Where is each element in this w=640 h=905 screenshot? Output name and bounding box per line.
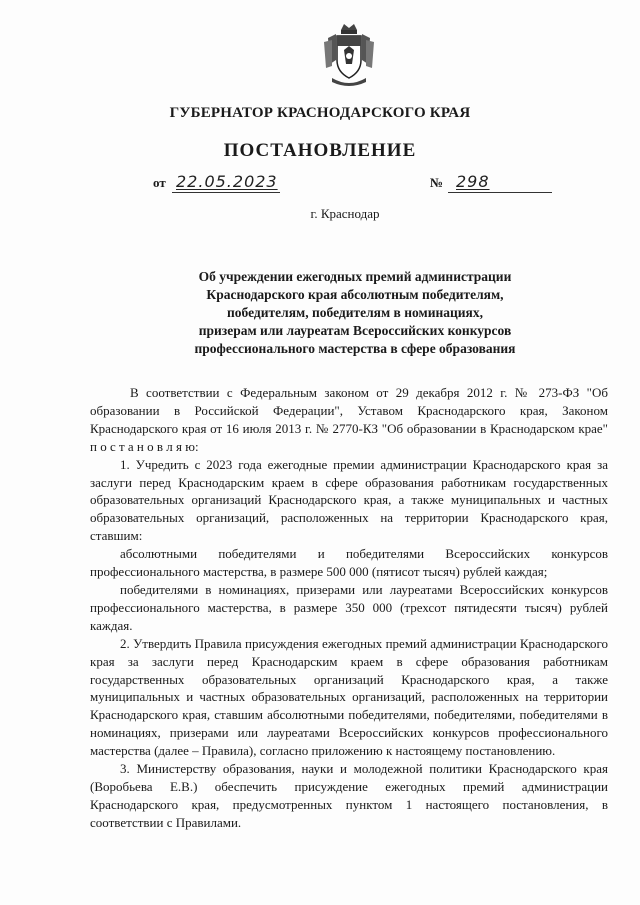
item-2: 2. Утвердить Правила присуждения ежегодных премий администрации Краснодарского края за заслуги перед Краснодарским краем в сфере образования работникам государственных образовательных организаций Краснодарского края, а также муниципальных и частных образовательных организаций, расположенных на территории Краснодарского края, ставшим абсолютными победителями, победителями, победителями в номинациях, призерами или лауреатами Всероссийских конкурсов профессионального мастерства (далее – Правила), согласно приложению к настоящему постановлению.	[90, 635, 608, 759]
item-1-a: абсолютными победителями и победителями Всероссийских конкурсов профессионального мастерства, в размере 500 000 (пятисот тысяч) рублей каждая;	[90, 546, 608, 580]
number-line	[448, 192, 552, 193]
document-body	[90, 384, 608, 832]
date-value: 22.05.2023	[176, 172, 278, 191]
coat-of-arms-icon	[322, 20, 376, 90]
item-1: 1. Учредить с 2023 года ежегодные премии администрации Краснодарского края за заслуги перед Краснодарским краем в сфере образования работникам государственных образовательных организаций Краснодарского края, а также муниципальных и частных образовательных организаций, расположенных на территории Краснодарского края, ставшим:	[90, 456, 608, 544]
title-line: Об учреждении ежегодных премий администрации	[198, 269, 512, 284]
city: г. Краснодар	[310, 206, 380, 221]
preamble-text: В соответствии с Федеральным законом от 29 декабря 2012 г. № 273-ФЗ "Об образовании в Российской Федерации", Уставом Краснодарского края, Законом Краснодарского края от 16 июля 2013 г. № 2770-КЗ "Об образовании в Краснодарском крае"	[90, 385, 608, 436]
item-1-b: победителями в номинациях, призерами или лауреатами Всероссийских конкурсов профессионального мастерства, в размере 350 000 (трехсот пятидесяти тысяч) рублей каждая.	[90, 581, 608, 633]
title-line: призерам или лауреатам Всероссийских конкурсов	[198, 323, 512, 338]
document-title	[150, 268, 560, 358]
date-label: от	[153, 175, 166, 190]
number-value: 298	[456, 172, 490, 191]
preamble-paragraph	[90, 384, 608, 456]
title-line: профессионального мастерства в сфере образования	[194, 341, 516, 356]
number-label: №	[430, 175, 444, 190]
item-3: 3. Министерству образования, науки и молодежной политики Краснодарского края (Воробьева Е.В.) обеспечить присуждение ежегодных премий администрации Краснодарского края, предусмотренных пунктом 1 настоящего постановления, в соответствии с Правилами.	[90, 761, 608, 830]
decree-word: п о с т а н о в л я ю:	[90, 438, 199, 454]
issuing-authority: ГУБЕРНАТОР КРАСНОДАРСКОГО КРАЯ	[169, 105, 471, 121]
date-line	[172, 192, 280, 193]
title-line: победителям, победителям в номинациях,	[227, 305, 483, 320]
document-type: ПОСТАНОВЛЕНИЕ	[223, 140, 417, 161]
title-line: Краснодарского края абсолютным победителям,	[206, 287, 504, 302]
